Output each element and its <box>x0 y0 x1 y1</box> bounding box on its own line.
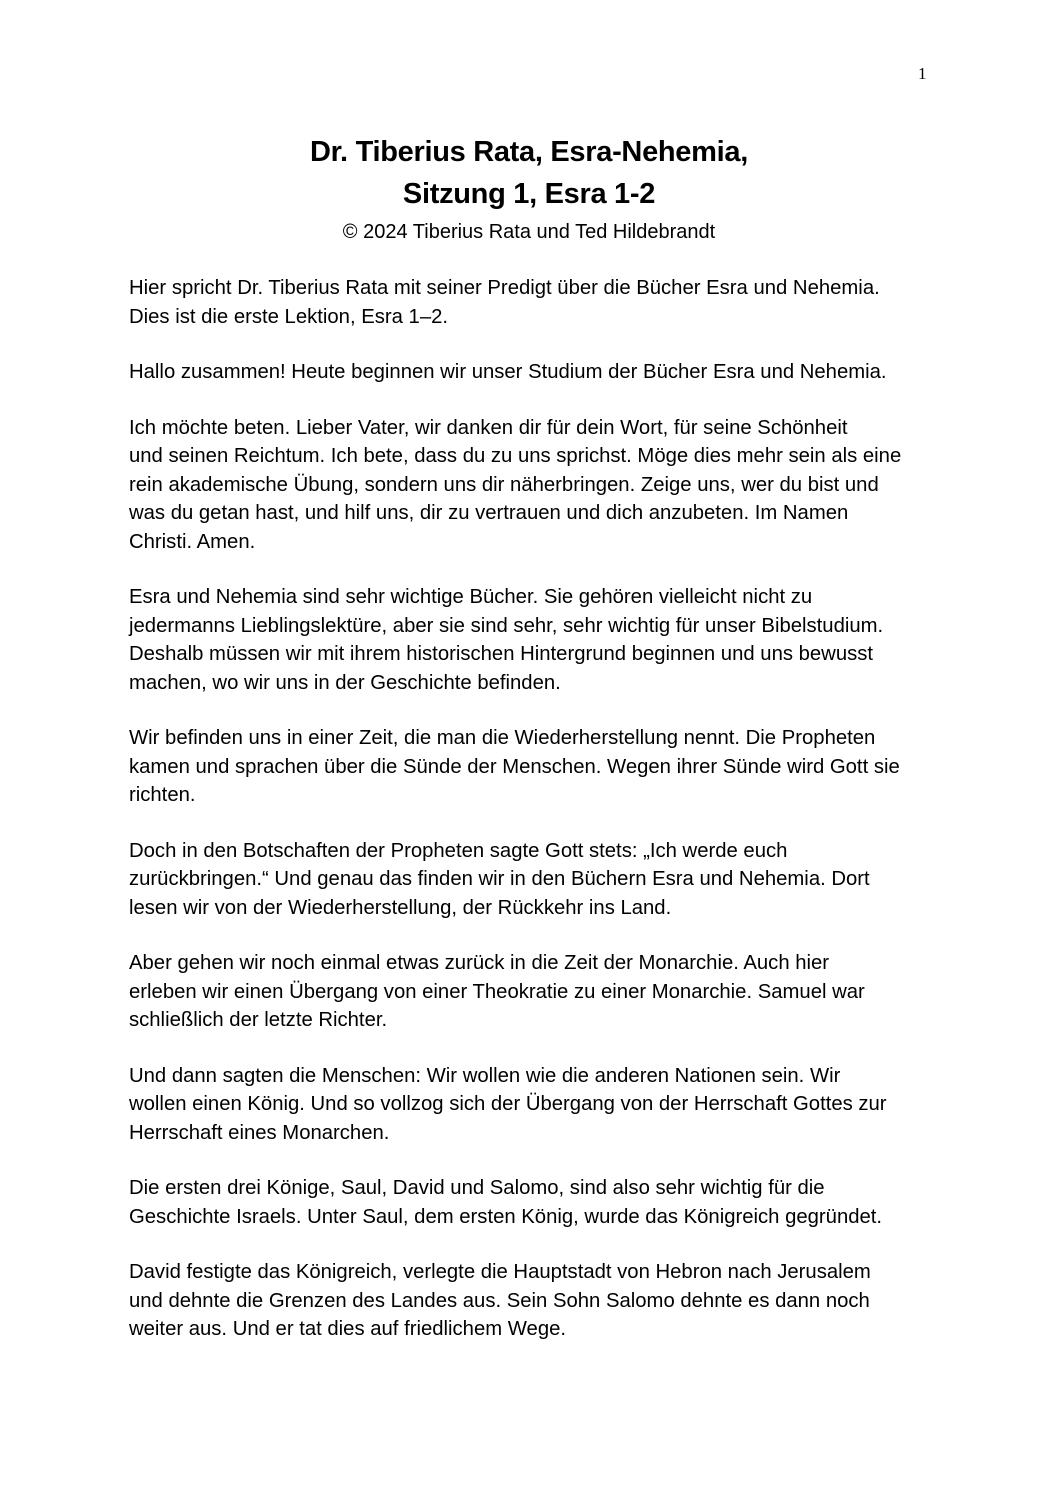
paragraph-line: Christi. Amen. <box>129 530 256 553</box>
body-paragraph <box>129 1174 934 1231</box>
paragraph-line: Die ersten drei Könige, Saul, David und Salomo, sind also sehr wichtig für die <box>129 1177 825 1199</box>
paragraph-line: jedermanns Lieblingslektüre, aber sie sind sehr, sehr wichtig für unser Bibelstudium. <box>129 614 884 637</box>
body-paragraph <box>129 949 934 1035</box>
paragraph-line: David festigte das Königreich, verlegte die Hauptstadt von Hebron nach Jerusalem <box>129 1261 871 1283</box>
paragraph-line: richten. <box>129 784 196 806</box>
document-title-line-1: Dr. Tiberius Rata, Esra-Nehemia, <box>310 136 748 168</box>
paragraph-line: Esra und Nehemia sind sehr wichtige Bücher. Sie gehören vielleicht nicht zu <box>129 586 813 608</box>
paragraph-line: weiter aus. Und er tat dies auf friedlichem Wege. <box>129 1318 567 1340</box>
paragraph-line: wollen einen König. Und so vollzog sich der Übergang von der Herrschaft Gottes zur <box>129 1093 887 1115</box>
body-paragraph <box>129 274 934 331</box>
document-body <box>129 274 934 1371</box>
paragraph-line: zurückbringen.“ Und genau das finden wir in den Büchern Esra und Nehemia. Dort <box>129 868 870 890</box>
paragraph-line: Hallo zusammen! Heute beginnen wir unser Studium der Bücher Esra und Nehemia. <box>129 361 887 383</box>
paragraph-line: was du getan hast, und hilf uns, dir zu vertrauen und dich anzubeten. Im Namen <box>129 502 849 524</box>
paragraph-line: Geschichte Israels. Unter Saul, dem ersten König, wurde das Königreich gegründet. <box>129 1205 883 1228</box>
paragraph-line: Dies ist die erste Lektion, Esra 1–2. <box>129 305 449 328</box>
body-paragraph <box>129 414 934 557</box>
paragraph-line: Aber gehen wir noch einmal etwas zurück in die Zeit der Monarchie. Auch hier <box>129 952 830 974</box>
paragraph-line: Ich möchte beten. Lieber Vater, wir danken dir für dein Wort, für seine Schönheit <box>129 416 848 439</box>
paragraph-line: Hier spricht Dr. Tiberius Rata mit seiner Predigt über die Bücher Esra und Nehemia. <box>129 277 880 299</box>
body-paragraph <box>129 583 934 697</box>
paragraph-line: erleben wir einen Übergang von einer Theokratie zu einer Monarchie. Samuel war <box>129 980 865 1003</box>
document-title-line-2: Sitzung 1, Esra 1-2 <box>402 178 656 210</box>
body-paragraph <box>129 724 934 810</box>
body-paragraph <box>129 358 934 387</box>
body-paragraph <box>129 837 934 923</box>
paragraph-line: und seinen Reichtum. Ich bete, dass du zu uns sprichst. Möge dies mehr sein als eine <box>129 445 902 467</box>
paragraph-line: Und dann sagten die Menschen: Wir wollen wie die anderen Nationen sein. Wir <box>129 1064 841 1087</box>
paragraph-line: machen, wo wir uns in der Geschichte befinden. <box>129 671 561 694</box>
paragraph-line: Wir befinden uns in einer Zeit, die man die Wiederherstellung nennt. Die Propheten <box>129 727 876 749</box>
page-number: 1 <box>918 64 927 83</box>
paragraph-line: lesen wir von der Wiederherstellung, der Rückkehr ins Land. <box>129 896 672 919</box>
body-paragraph <box>129 1258 934 1344</box>
paragraph-line: schließlich der letzte Richter. <box>129 1009 388 1031</box>
copyright-notice: © 2024 Tiberius Rata und Ted Hildebrandt <box>342 221 716 243</box>
paragraph-line: rein akademische Übung, sondern uns dir näherbringen. Zeige uns, wer du bist und <box>129 473 879 496</box>
paragraph-line: Doch in den Botschaften der Propheten sagte Gott stets: „Ich werde euch <box>129 839 788 862</box>
paragraph-line: und dehnte die Grenzen des Landes aus. Sein Sohn Salomo dehnte es dann noch <box>129 1289 870 1312</box>
paragraph-line: Deshalb müssen wir mit ihrem historischen Hintergrund beginnen und uns bewusst <box>129 643 874 665</box>
paragraph-line: kamen und sprachen über die Sünde der Menschen. Wegen ihrer Sünde wird Gott sie <box>129 755 900 778</box>
paragraph-line: Herrschaft eines Monarchen. <box>129 1121 390 1144</box>
document-header <box>0 131 1058 246</box>
body-paragraph <box>129 1062 934 1148</box>
